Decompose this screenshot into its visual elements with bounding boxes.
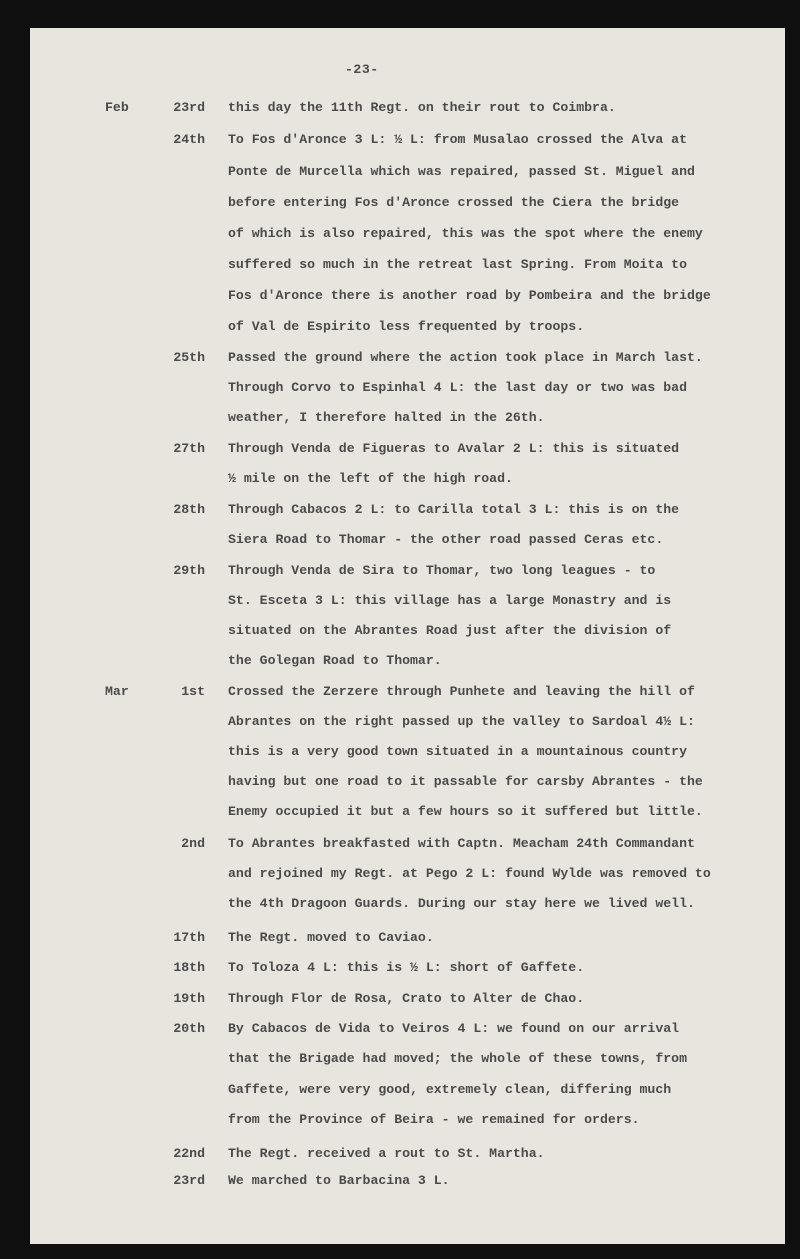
entry-line: the 4th Dragoon Guards. During our stay here we lived well. <box>228 896 695 911</box>
entry-line: Fos d'Aronce there is another road by Pombeira and the bridge <box>228 288 711 303</box>
entry-month: Mar <box>105 684 129 699</box>
entry-line: of Val de Espirito less frequented by troops. <box>228 319 585 334</box>
entry-line: The Regt. received a rout to St. Martha. <box>228 1146 545 1161</box>
entry-line: Enemy occupied it but a few hours so it suffered but little. <box>228 804 703 819</box>
entry-date: 1st <box>181 684 205 699</box>
entry-line: that the Brigade had moved; the whole of these towns, from <box>228 1051 687 1066</box>
entry-line: Through Venda de Sira to Thomar, two long leagues - to <box>228 563 656 578</box>
entry-line: the Golegan Road to Thomar. <box>228 653 442 668</box>
document-page <box>30 28 785 1244</box>
entry-date: 25th <box>173 350 205 365</box>
entry-line: having but one road to it passable for carsby Abrantes - the <box>228 774 703 789</box>
entry-date: 19th <box>173 991 205 1006</box>
entry-line: ½ mile on the left of the high road. <box>228 471 513 486</box>
entry-line: To Abrantes breakfasted with Captn. Meacham 24th Commandant <box>228 836 695 851</box>
entry-date: 28th <box>173 502 205 517</box>
entry-date: 23rd <box>173 1173 205 1188</box>
entry-line: Through Cabacos 2 L: to Carilla total 3 L: this is on the <box>228 502 680 517</box>
entry-date: 29th <box>173 563 205 578</box>
entry-line: To Fos d'Aronce 3 L: ½ L: from Musalao crossed the Alva at <box>228 132 687 147</box>
entry-line: Gaffete, were very good, extremely clean, differing much <box>228 1082 672 1097</box>
entry-line: By Cabacos de Vida to Veiros 4 L: we found on our arrival <box>228 1021 680 1036</box>
entry-line: Passed the ground where the action took place in March last. <box>228 350 703 365</box>
entry-line: and rejoined my Regt. at Pego 2 L: found Wylde was removed to <box>228 866 711 881</box>
entry-line: We marched to Barbacina 3 L. <box>228 1173 450 1188</box>
entry-line: Abrantes on the right passed up the valley to Sardoal 4½ L: <box>228 714 695 729</box>
entry-line: Crossed the Zerzere through Punhete and leaving the hill of <box>228 684 695 699</box>
entry-line: of which is also repaired, this was the spot where the enemy <box>228 226 703 241</box>
entry-line: Siera Road to Thomar - the other road passed Ceras etc. <box>228 532 664 547</box>
entry-line: before entering Fos d'Aronce crossed the Ciera the bridge <box>228 195 680 210</box>
entry-line: this day the 11th Regt. on their rout to Coimbra. <box>228 100 616 115</box>
entry-line: weather, I therefore halted in the 26th. <box>228 410 545 425</box>
entry-line: suffered so much in the retreat last Spring. From Moita to <box>228 257 687 272</box>
page-number: -23- <box>345 62 379 77</box>
entry-line: Through Flor de Rosa, Crato to Alter de Chao. <box>228 991 585 1006</box>
entry-date: 27th <box>173 441 205 456</box>
entry-line: Through Venda de Figueras to Avalar 2 L: this is situated <box>228 441 680 456</box>
entry-line: Ponte de Murcella which was repaired, passed St. Miguel and <box>228 164 695 179</box>
entry-date: 2nd <box>181 836 205 851</box>
entry-line: this is a very good town situated in a mountainous country <box>228 744 687 759</box>
entry-line: To Toloza 4 L: this is ½ L: short of Gaffete. <box>228 960 585 975</box>
entry-line: from the Province of Beira - we remained for orders. <box>228 1112 640 1127</box>
entry-month: Feb <box>105 100 129 115</box>
entry-line: situated on the Abrantes Road just after the division of <box>228 623 672 638</box>
entry-line: Through Corvo to Espinhal 4 L: the last day or two was bad <box>228 380 687 395</box>
entry-date: 23rd <box>173 100 205 115</box>
entry-date: 24th <box>173 132 205 147</box>
entry-line: St. Esceta 3 L: this village has a large Monastry and is <box>228 593 672 608</box>
entry-date: 17th <box>173 930 205 945</box>
entry-date: 22nd <box>173 1146 205 1161</box>
entry-date: 18th <box>173 960 205 975</box>
entry-line: The Regt. moved to Caviao. <box>228 930 434 945</box>
entry-date: 20th <box>173 1021 205 1036</box>
